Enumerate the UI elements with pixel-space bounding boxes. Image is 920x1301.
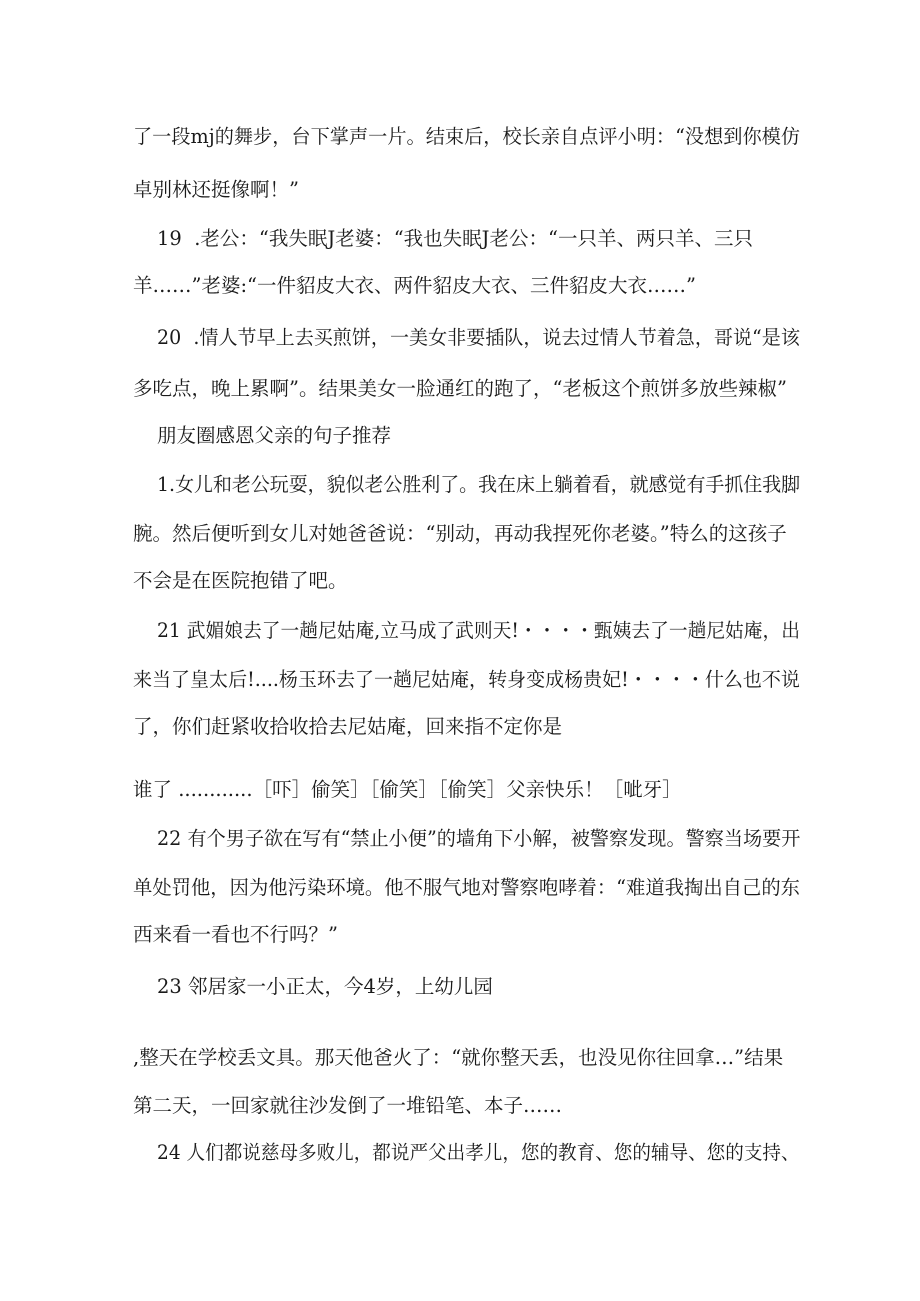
- text-line: 了，你们赶紧收拾收拾去尼姑庵，回来指不定你是: [133, 715, 563, 738]
- text-line: 来当了皇太后!....杨玉环去了一趟尼姑庵，转身变成杨贵妃!・・・・什么也不说: [133, 668, 800, 691]
- section-heading: 朋友圈感恩父亲的句子推荐: [157, 424, 392, 447]
- text-line: 22 有个男子欲在写有“禁止小便”的墙角下小解，被警察发现。警察当场要开: [157, 827, 801, 850]
- text-line: 了一段mj的舞步，台下掌声一片。结束后，校长亲自点评小明：“没想到你模仿: [133, 125, 801, 148]
- text-line: 第二天，一回家就往沙发倒了一堆铅笔、本子……: [133, 1094, 563, 1117]
- text-line: 21 武媚娘去了一趟尼姑庵,立马成了武则天!・・・・甄姨去了一趟尼姑庵，出: [157, 619, 801, 642]
- text-line: 西来看一看也不行吗？”: [133, 923, 338, 946]
- text-line: 卓别林还挺像啊！”: [133, 178, 299, 201]
- text-line: 单处罚他，因为他污染环境。他不服气地对警察咆哮着：“难道我掏出自己的东: [133, 876, 800, 899]
- text-line: 23 邻居家一小正太，今4岁，上幼儿园: [157, 975, 493, 998]
- text-line: ,整天在学校丢文具。那天他爸火了：“就你整天丢，也没见你往回拿…”结果: [133, 1046, 784, 1069]
- text-line: 谁了 ............［吓］偷笑］［偷笑］［偷笑］父亲快乐！［呲牙］: [133, 778, 682, 801]
- text-line: 1.女儿和老公玩耍，貌似老公胜利了。我在床上躺着看，就感觉有手抓住我脚: [157, 473, 801, 496]
- text-line: 24 人们都说慈母多败儿，都说严父出孝儿，您的教育、您的辅导、您的支持、: [157, 1141, 800, 1164]
- text-line: 20 .情人节早上去买煎饼，一美女非要插队，说去过情人节着急，哥说“是该: [157, 326, 800, 349]
- text-line: 羊……”老婆:“一件貂皮大衣、两件貂皮大衣、三件貂皮大衣……”: [133, 274, 696, 297]
- text-line: 不会是在医院抱错了吧。: [133, 569, 348, 592]
- text-line: 多吃点，晚上累啊”。结果美女一脸通红的跑了，“老板这个煎饼多放些辣椒”: [133, 377, 787, 400]
- text-line: 腕。然后便听到女儿对她爸爸说：“别动，再动我捏死你老婆。”特么的这孩子: [133, 522, 787, 545]
- text-line: 19 .老公：“我失眠J老婆：“我也失眠J老公：“一只羊、两只羊、三只: [157, 227, 753, 250]
